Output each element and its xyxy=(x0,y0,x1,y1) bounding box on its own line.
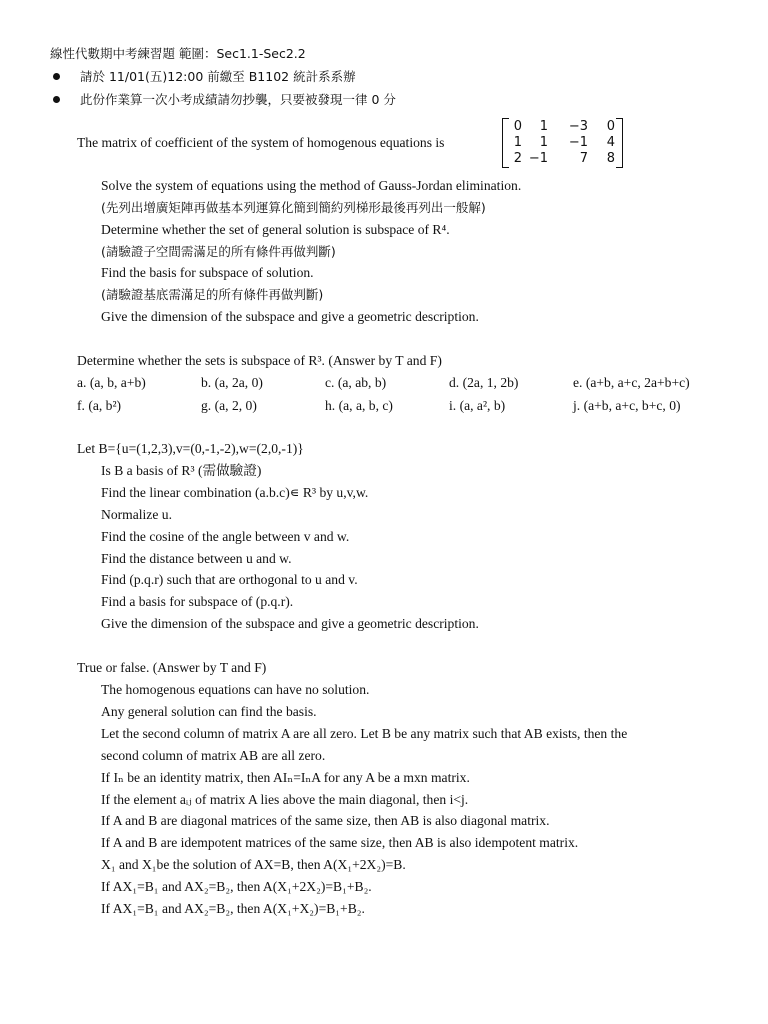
q1-item: Solve the system of equations using the method of Gauss-Jordan elimination. xyxy=(101,178,522,193)
option-e: e. (a+b, a+c, 2a+b+c) xyxy=(573,375,690,390)
q4-item: Any general solution can find the basis. xyxy=(101,704,317,719)
matrix-cell: −3 xyxy=(568,119,588,134)
q4-item: If A and B are idempotent matrices of the same size, then AB is also idempotent matrix. xyxy=(101,835,579,850)
q1-intro: The matrix of coefficient of the system of homogenous equations is xyxy=(77,135,445,150)
option-c: c. (a, ab, b) xyxy=(325,375,387,390)
q2-intro: Determine whether the sets is subspace of R³. (Answer by T and F) xyxy=(77,353,442,368)
right-bracket xyxy=(616,118,623,168)
option-d: d. (2a, 1, 2b) xyxy=(449,375,519,390)
option-g: g. (a, 2, 0) xyxy=(201,398,257,413)
matrix-cell: −1 xyxy=(528,151,548,166)
instruction-submit: 請於 11/01(五)12:00 前繳至 B1102 統計系系辦 xyxy=(80,69,356,84)
q3-item: Find the distance between u and w. xyxy=(101,551,292,566)
instruction-integrity: 此份作業算一次小考成績請勿抄襲，只要被發現一律 0 分 xyxy=(80,92,396,107)
bullet-icon xyxy=(53,73,60,80)
q3-intro: Let B={u=(1,2,3),v=(0,-1,-2),w=(2,0,-1)} xyxy=(77,441,304,456)
q3-item: Normalize u. xyxy=(101,507,172,522)
matrix-cell: 1 xyxy=(539,135,548,150)
matrix-cell: 0 xyxy=(606,119,615,134)
matrix-cell: 8 xyxy=(606,151,615,166)
option-i: i. (a, a², b) xyxy=(449,398,506,413)
bullet-icon xyxy=(53,96,60,103)
option-b: b. (a, 2a, 0) xyxy=(201,375,263,390)
matrix-cell: 1 xyxy=(539,119,548,134)
q1-item: Find the basis for subspace of solution. xyxy=(101,265,314,280)
q1-note: (先列出增廣矩陣再做基本列運算化簡到簡約列梯形最後再列出一般解) xyxy=(101,200,486,215)
q3-item: Find the linear combination (a.b.c)∊ R³ by u,v,w. xyxy=(101,485,369,500)
q3-item: Find a basis for subspace of (p.q.r). xyxy=(101,594,294,609)
q4-item: If AX₁=B₁ and AX₂=B₂, then A(X₁+X₂)=B₁+B₂. xyxy=(101,901,365,916)
q4-item: second column of matrix AB are all zero. xyxy=(101,748,326,763)
q4-item: If Iₙ be an identity matrix, then AIₙ=IₙA for any A be a mxn matrix. xyxy=(101,770,470,785)
q4-item: If AX₁=B₁ and AX₂=B₂, then A(X₁+2X₂)=B₁+B₂. xyxy=(101,879,372,894)
option-f: f. (a, b²) xyxy=(77,398,122,413)
matrix-cell: 1 xyxy=(513,135,522,150)
q3-item: Find (p.q.r) such that are orthogonal to u and v. xyxy=(101,572,358,587)
q1-note: (請驗證基底需滿足的所有條件再做判斷) xyxy=(101,287,324,302)
matrix-cell: 0 xyxy=(513,119,522,134)
q4-item: The homogenous equations can have no solution. xyxy=(101,682,370,697)
page-title: 線性代數期中考練習題 範圍：Sec1.1-Sec2.2 xyxy=(50,46,306,61)
option-j: j. (a+b, a+c, b+c, 0) xyxy=(573,398,681,413)
matrix-cell: −1 xyxy=(568,135,588,150)
q1-item: Determine whether the set of general solution is subspace of R⁴. xyxy=(101,222,450,237)
q3-item: Find the cosine of the angle between v and w. xyxy=(101,529,350,544)
q4-intro: True or false. (Answer by T and F) xyxy=(77,660,267,675)
q4-item: If the element aᵢⱼ of matrix A lies above the main diagonal, then i<j. xyxy=(101,792,469,807)
matrix-cell: 7 xyxy=(579,151,588,166)
option-h: h. (a, a, b, c) xyxy=(325,398,393,413)
coefficient-matrix xyxy=(500,117,625,169)
q1-note: (請驗證子空間需滿足的所有條件再做判斷) xyxy=(101,244,336,259)
q4-item: If A and B are diagonal matrices of the same size, then AB is also diagonal matrix. xyxy=(101,813,550,828)
q3-item: Give the dimension of the subspace and give a geometric description. xyxy=(101,616,479,631)
q1-item: Give the dimension of the subspace and give a geometric description. xyxy=(101,309,479,324)
q4-item: X₁ and X₁be the solution of AX=B, then A(X₁+2X₂)=B. xyxy=(101,857,406,872)
matrix-cell: 4 xyxy=(606,135,615,150)
q3-item: Is B a basis of R³ (需做驗證) xyxy=(101,463,262,478)
matrix-cell: 2 xyxy=(513,151,522,166)
q4-item: Let the second column of matrix A are all zero. Let B be any matrix such that AB exists, then the xyxy=(101,726,628,741)
option-a: a. (a, b, a+b) xyxy=(77,375,146,390)
